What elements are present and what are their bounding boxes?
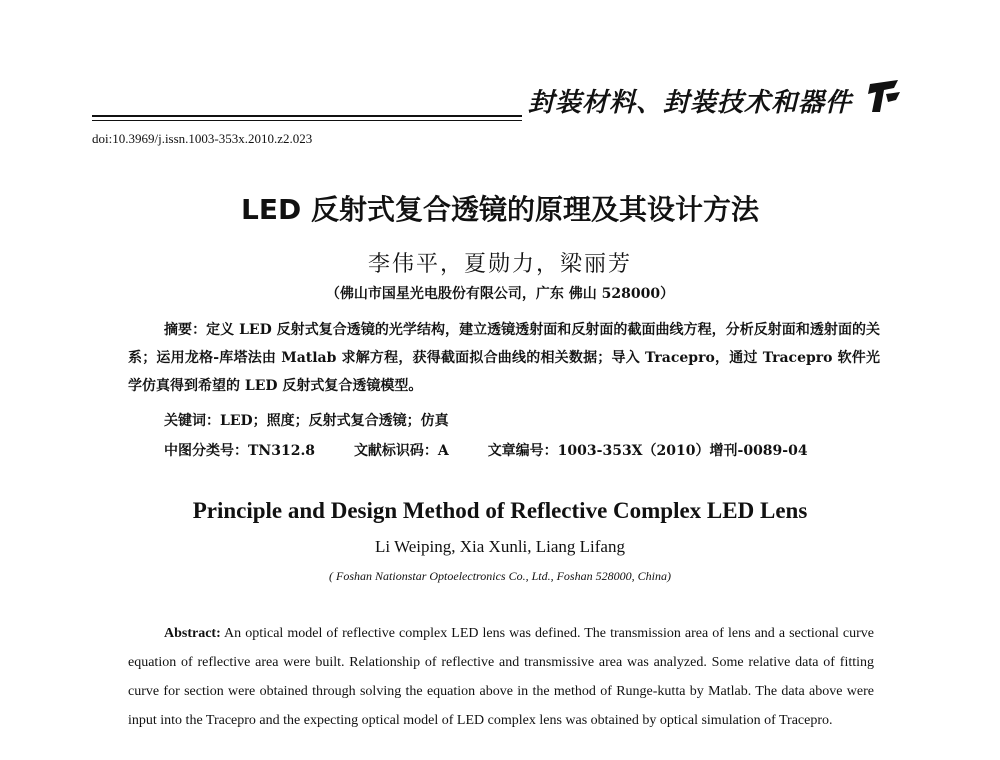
article-number: 文章编号：1003-353X（2010）增刊-0089-04 <box>487 443 808 459</box>
affiliation-chinese: （佛山市国星光电股份有限公司，广东 佛山 528000） <box>325 286 675 302</box>
authors-chinese: 李伟平，夏勋力，梁丽芳 <box>367 252 632 277</box>
clc-number: 中图分类号：TN312.8 <box>164 443 316 459</box>
keywords-chinese <box>164 410 449 430</box>
header-rule <box>92 115 522 117</box>
header-rule-thin <box>92 120 522 121</box>
title-english: Principle and Design Method of Reflective Complex LED Lens <box>192 498 808 523</box>
abstract-label-cn: 摘要： <box>164 322 207 338</box>
doi-line: doi:10.3969/j.issn.1003-353x.2010.z2.023 <box>92 131 313 146</box>
journal-section-header: 封装材料、封装技术和器件 <box>528 88 853 118</box>
title-chinese: LED 反射式复合透镜的原理及其设计方法 <box>241 193 759 226</box>
affiliation-english: ( Foshan Nationstar Optoelectronics Co., Ltd., Foshan 528000, China) <box>329 569 671 583</box>
document-code: 文献标识码：A <box>353 443 449 459</box>
journal-logo-icon <box>864 76 904 116</box>
abstract-chinese <box>128 316 880 400</box>
abstract-text-en: An optical model of reflective complex LED lens was defined. The transmission area of lens and a sectional curve equation of reflective area were built. Relationship of reflective and transmissive area was analyzed. Some relative data of fitting curve for section were obtained through solving the equation above in the method of Runge-kutta by Matlab. The data above were input into the Tracepro and the expecting optical model of LED complex lens was obtained by optical simulation of Tracepro. <box>128 626 874 728</box>
keywords-text-cn: LED；照度；反射式复合透镜；仿真 <box>220 413 449 429</box>
abstract-label-en: Abstract: <box>164 626 221 641</box>
abstract-english <box>128 619 874 735</box>
abstract-text-cn: 定义 LED 反射式复合透镜的光学结构，建立透镜透射面和反射面的截面曲线方程，分析反射面和透射面的关系；运用龙格-库塔法由 Matlab 求解方程，获得截面拟合曲线的相关数据；导入 Tracepro，通过 Tracepro 软件光学仿真得到希望的 LED 反射式复合透镜模型。 <box>128 322 881 394</box>
authors-english: Li Weiping, Xia Xunli, Liang Lifang <box>375 537 625 556</box>
classification-line <box>164 440 842 460</box>
keywords-label-cn: 关键词： <box>164 413 220 429</box>
